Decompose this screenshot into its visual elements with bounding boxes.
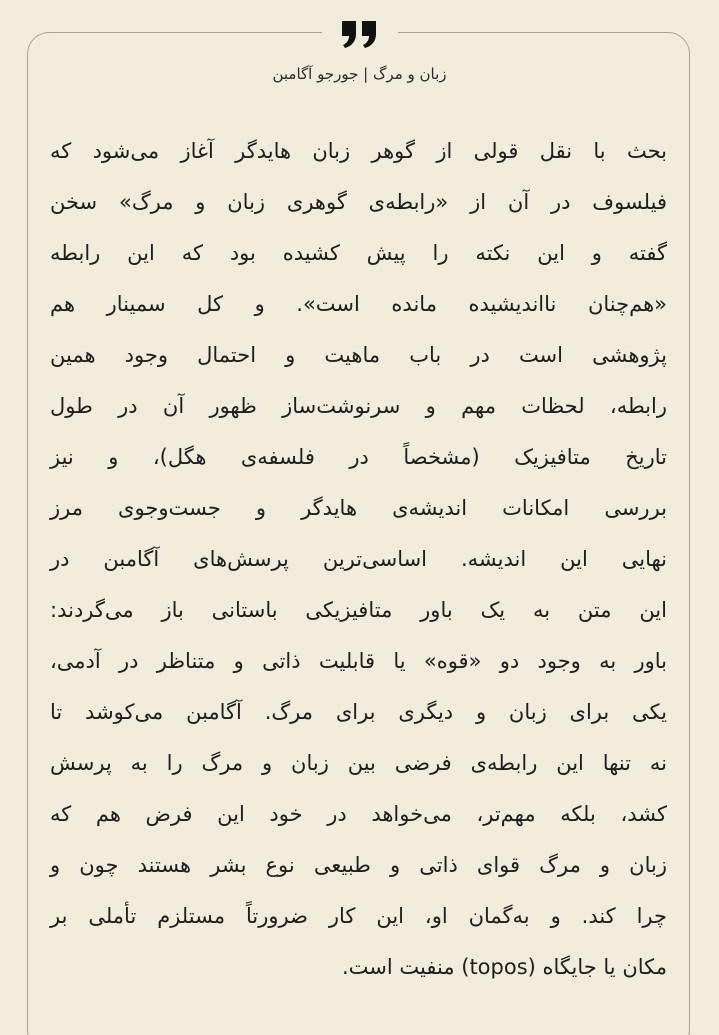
text-line: گفته و این نکته را پیش کشیده بود که این رابطه [50,241,667,265]
text-line: نه تنها این رابطه‌ی فرضی بین زبان و مرگ را به پرسش [50,751,667,775]
text-line: فیلسوف در آن از «رابطه‌ی گوهری زبان و مرگ» سخن [50,190,667,214]
text-line: زبان و مرگ قوای ذاتی و طبیعی نوع بشر هستند چون و [50,853,667,877]
text-line: نهایی این اندیشه. اساسی‌ترین پرسش‌های آگامبن در [50,547,667,571]
text-line: باور به وجود دو «قوه» یا قابلیت ذاتی و متناظر در آدمی، [50,649,667,673]
text-line: کشد، بلکه مهم‌تر، می‌خواهد در خود این فرض هم که [50,802,667,826]
text-line: رابطه، لحظات مهم و سرنوشت‌ساز ظهور آن در طول [50,394,667,418]
text-line: پژوهشی است در باب ماهیت و احتمال وجود همین [50,343,667,367]
text-line: بحث با نقل قولی از گوهر زبان هایدگر آغاز می‌شود که [50,139,667,163]
text-line: بررسی امکانات اندیشه‌ی هایدگر و جست‌وجوی مرز [50,496,667,520]
text-line: این متن به یک باور متافیزیکی باستانی باز می‌گردند: [50,598,667,622]
quote-icon [340,20,380,48]
text-line: مکان یا جایگاه (topos) منفیت است. [342,955,667,979]
text-line: تاریخ متافیزیک (مشخصاً در فلسفه‌ی هگل)، و نیز [50,445,667,469]
text-line: «هم‌چنان نااندیشیده مانده است». و کل سمینار هم [50,292,667,316]
text-line: چرا کند. و به‌گمان او، این کار ضرورتاً مستلزم تأملی بر [50,904,667,928]
text-line: یکی برای زبان و دیگری برای مرگ. آگامبن می‌کوشد تا [50,700,667,724]
quote-body [50,126,667,993]
quote-source: زبان و مرگ | جورجو آگامبن [272,65,447,83]
quote-badge [322,12,398,58]
